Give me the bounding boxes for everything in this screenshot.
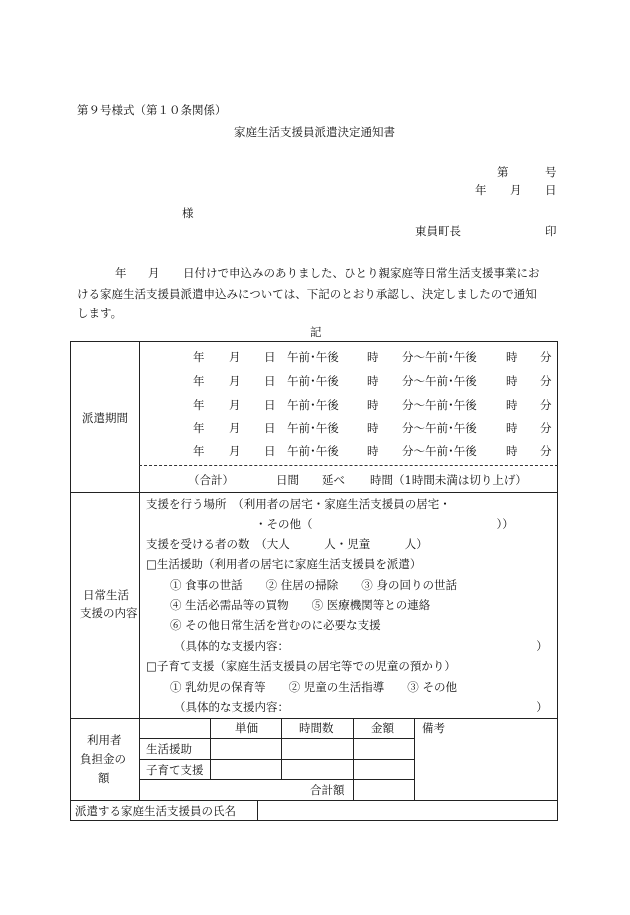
staff-name-label: 派遣する家庭生活支援員の氏名 — [75, 804, 236, 818]
support-child-care: □子育て支援（家庭生活支援員の居宅等での児童の預かり） — [146, 659, 456, 673]
issuer-name: 東員町長 — [415, 224, 461, 238]
period-row-3-cell-1: 年 — [193, 398, 205, 412]
sep-period-support — [70, 492, 558, 493]
label-col-divider — [139, 341, 140, 800]
date-year: 年 — [475, 183, 487, 197]
fee-label-1: 利用者 — [87, 733, 122, 747]
support-life-items-1: ① 食事の世話 ② 住居の掃除 ③ 身の回りの世話 — [170, 578, 457, 592]
period-row-1-cell-7: 時 — [506, 350, 518, 364]
period-row-5-cell-6: 分～午前･午後 — [402, 444, 477, 458]
body-month: 月 — [148, 266, 160, 280]
fee-col-hours: 時間数 — [299, 721, 334, 735]
support-life-detail: （具体的な支援内容： ） — [174, 639, 548, 653]
period-row-5-cell-8: 分 — [540, 444, 552, 458]
period-row-3-cell-4: 午前･午後 — [287, 398, 339, 412]
period-total-nobe: 延べ — [322, 473, 345, 487]
period-total-days: 日間 — [276, 473, 299, 487]
period-label: 派遣期間 — [82, 411, 128, 425]
fee-col-unit: 単価 — [235, 721, 258, 735]
period-row-4-cell-8: 分 — [540, 421, 552, 435]
fee-total-label: 合計額 — [310, 783, 345, 797]
period-row-5-cell-7: 時 — [506, 444, 518, 458]
period-row-4-cell-7: 時 — [506, 421, 518, 435]
period-total-hours: 時間（1時間未満は切り上げ） — [370, 473, 527, 487]
fee-row-line-3 — [139, 779, 414, 780]
fee-col-note: 備考 — [422, 721, 445, 735]
period-row-1-cell-8: 分 — [540, 350, 552, 364]
support-place: 支援を行う場所 （利用者の居宅・家庭生活支援員の居宅・ — [146, 497, 451, 511]
body-year: 年 — [115, 266, 127, 280]
period-row-4-cell-5: 時 — [367, 421, 379, 435]
addressee-sama: 様 — [182, 206, 194, 220]
period-row-4-cell-1: 年 — [193, 421, 205, 435]
body-line-1: 日付けで申込みのありました、ひとり親家庭等日常生活支援事業にお — [183, 266, 540, 280]
period-row-3-cell-2: 月 — [229, 398, 241, 412]
period-row-1-cell-6: 分～午前･午後 — [402, 350, 477, 364]
support-life-assist: □生活援助（利用者の居宅に家庭生活支援員を派遣） — [146, 557, 422, 571]
form-number: 第９号様式（第１０条関係） — [77, 103, 227, 117]
period-row-3-cell-5: 時 — [367, 398, 379, 412]
period-row-4-cell-6: 分～午前･午後 — [402, 421, 477, 435]
period-row-2-cell-6: 分～午前･午後 — [402, 374, 477, 388]
body-line-3: します。 — [77, 306, 123, 320]
seal-mark: 印 — [545, 224, 557, 238]
ki-heading: 記 — [310, 325, 322, 339]
period-row-2-cell-4: 午前･午後 — [287, 374, 339, 388]
period-row-5-cell-3: 日 — [264, 444, 276, 458]
number-go: 号 — [545, 165, 557, 179]
period-row-1-cell-5: 時 — [367, 350, 379, 364]
fee-row-life: 生活援助 — [146, 742, 192, 756]
period-row-3-cell-6: 分～午前･午後 — [402, 398, 477, 412]
period-row-1-cell-2: 月 — [229, 350, 241, 364]
fee-label-2: 負担金の — [80, 752, 126, 766]
document-title: 家庭生活支援員派遣決定通知書 — [234, 125, 395, 139]
period-row-4-cell-3: 日 — [264, 421, 276, 435]
support-life-items-2: ④ 生活必需品等の買物 ⑤ 医療機関等との連絡 — [170, 598, 431, 612]
period-row-3-cell-7: 時 — [506, 398, 518, 412]
fee-col-line-2 — [281, 718, 282, 779]
period-row-3-cell-8: 分 — [540, 398, 552, 412]
period-row-5-cell-4: 午前･午後 — [287, 444, 339, 458]
support-life-items-3: ⑥ その他日常生活を営むのに必要な支援 — [170, 618, 381, 632]
period-row-2-cell-2: 月 — [229, 374, 241, 388]
period-row-3-cell-3: 日 — [264, 398, 276, 412]
date-day: 日 — [545, 183, 557, 197]
fee-col-line-3 — [353, 718, 354, 800]
fee-col-amount: 金額 — [371, 721, 394, 735]
support-recipient-count: 支援を受ける者の数 （大人 人・児童 人） — [146, 537, 428, 551]
period-row-2-cell-8: 分 — [540, 374, 552, 388]
body-line-2: ける家庭生活支援員派遣申込みについては、下記のとおり承認し、決定しましたので通知 — [77, 287, 537, 301]
period-row-2-cell-3: 日 — [264, 374, 276, 388]
date-month: 月 — [510, 183, 522, 197]
period-row-2-cell-1: 年 — [193, 374, 205, 388]
support-child-detail: （具体的な支援内容： ） — [174, 700, 548, 714]
fee-label-3: 額 — [98, 771, 110, 785]
sep-support-fee — [70, 718, 558, 719]
fee-row-line-2 — [139, 759, 414, 760]
number-dai: 第 — [497, 165, 509, 179]
period-row-5-cell-1: 年 — [193, 444, 205, 458]
period-row-5-cell-2: 月 — [229, 444, 241, 458]
period-row-2-cell-7: 時 — [506, 374, 518, 388]
fee-row-line-1 — [139, 738, 414, 739]
period-total-label: （合計） — [188, 473, 234, 487]
support-label-1: 日常生活 — [83, 588, 129, 602]
support-place-other: ・その他（ ）） — [255, 517, 514, 531]
support-child-items: ① 乳幼児の保育等 ② 児童の生活指導 ③ その他 — [170, 680, 457, 694]
period-row-4-cell-2: 月 — [229, 421, 241, 435]
period-row-4-cell-4: 午前･午後 — [287, 421, 339, 435]
period-row-1-cell-1: 年 — [193, 350, 205, 364]
staff-col-divider — [257, 800, 258, 821]
sep-fee-staff — [70, 800, 558, 801]
period-row-1-cell-4: 午前･午後 — [287, 350, 339, 364]
period-dashed-line — [139, 465, 558, 466]
period-row-5-cell-5: 時 — [367, 444, 379, 458]
fee-col-line-4 — [414, 718, 415, 800]
period-row-1-cell-3: 日 — [264, 350, 276, 364]
period-row-2-cell-5: 時 — [367, 374, 379, 388]
fee-row-child: 子育て支援 — [146, 763, 204, 777]
fee-col-line-1 — [210, 718, 211, 779]
support-label-2: 支援の内容 — [80, 606, 138, 620]
